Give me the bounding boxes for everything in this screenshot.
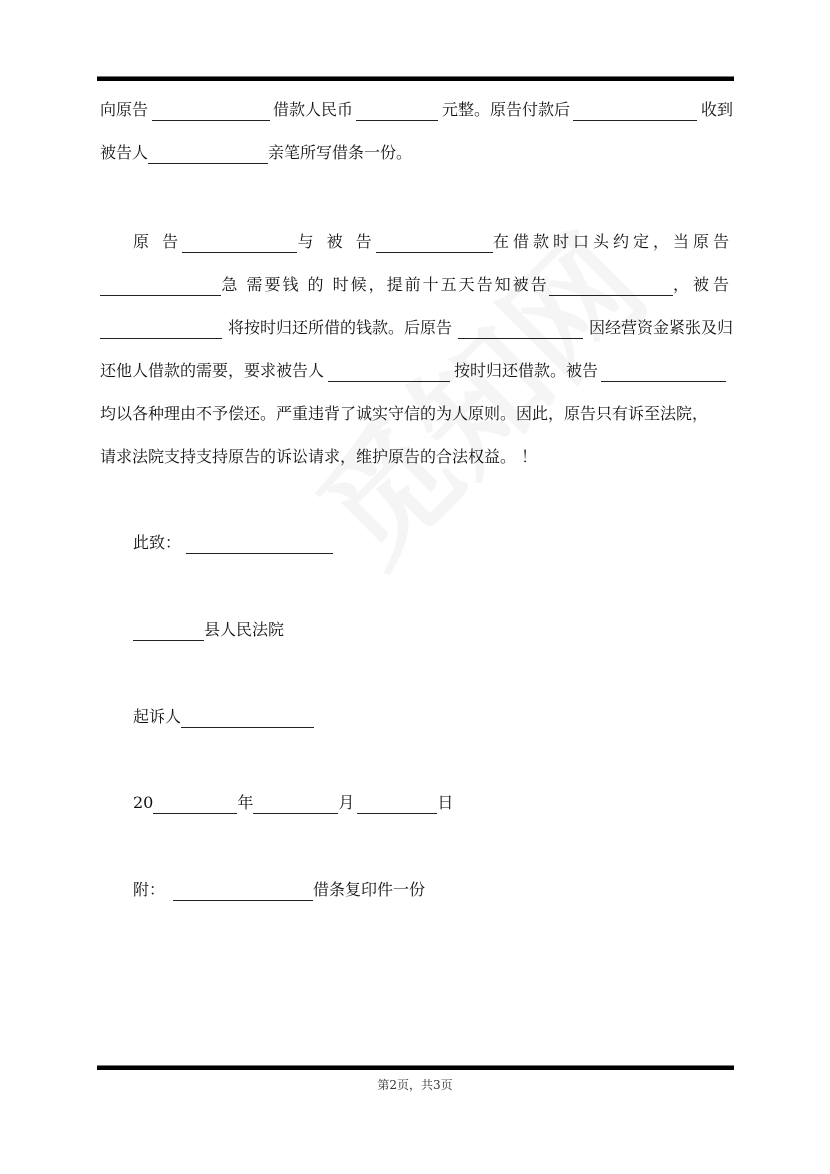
text: 被告人 bbox=[100, 143, 149, 162]
blank-field[interactable] bbox=[573, 102, 697, 121]
text: 因经营资金紧张及归 bbox=[588, 318, 733, 337]
text: 20 bbox=[133, 793, 154, 812]
blank-field[interactable] bbox=[328, 363, 450, 382]
para2-line1 bbox=[133, 231, 733, 253]
para2-line4 bbox=[100, 360, 726, 382]
text: 还他人借款的需要，要求被告人 bbox=[100, 361, 325, 380]
para2-line2 bbox=[100, 274, 733, 296]
text: 急 需要钱 的 时候，提前十五天告知被告 bbox=[221, 275, 549, 294]
blank-field[interactable] bbox=[186, 535, 333, 554]
text: 年 bbox=[237, 793, 254, 812]
text: 将按时归还所借的钱款。后原告 bbox=[227, 318, 452, 337]
text: 向原告 bbox=[100, 100, 149, 119]
blank-field[interactable] bbox=[100, 277, 221, 296]
date-line bbox=[133, 792, 453, 814]
text: 借条复印件一份 bbox=[313, 880, 426, 899]
header-rule bbox=[97, 76, 734, 81]
text: 县人民法院 bbox=[204, 620, 285, 639]
text: 亲笔所写借条一份。 bbox=[268, 143, 413, 162]
para2-line5: 均以各种理由不予偿还。严重违背了诚实守信的为人原则。因此，原告只有诉至法院， bbox=[100, 404, 709, 423]
blank-field[interactable] bbox=[549, 277, 673, 296]
text: 原 告 bbox=[133, 232, 183, 251]
para2-line6: 请求法院支持支持原告的诉讼请求，维护原告的合法权益。 ！ bbox=[100, 447, 538, 466]
text: 与 被 告 bbox=[297, 232, 376, 251]
text: 按时归还借款。被告 bbox=[454, 361, 599, 380]
text: 附： bbox=[133, 880, 166, 899]
blank-field[interactable] bbox=[153, 795, 237, 814]
plaintiff-line bbox=[133, 706, 314, 728]
blank-field[interactable] bbox=[181, 709, 314, 728]
para1-line2 bbox=[100, 142, 412, 164]
blank-field[interactable] bbox=[152, 102, 270, 121]
attachment-line bbox=[133, 879, 425, 901]
blank-field[interactable] bbox=[148, 145, 268, 164]
text: 借款人民币 bbox=[272, 100, 353, 119]
blank-field[interactable] bbox=[376, 234, 493, 253]
blank-field[interactable] bbox=[356, 102, 438, 121]
blank-field[interactable] bbox=[458, 320, 583, 339]
text: 收到 bbox=[700, 100, 733, 119]
blank-field[interactable] bbox=[357, 795, 437, 814]
page-number: 第2页，共3页 bbox=[377, 1078, 453, 1092]
text: 日 bbox=[437, 793, 454, 812]
blank-field[interactable] bbox=[133, 622, 204, 641]
text: 此致： bbox=[133, 533, 182, 552]
text: 在借款时口头约定，当原告 bbox=[492, 232, 733, 251]
blank-field[interactable] bbox=[100, 320, 222, 339]
blank-field[interactable] bbox=[182, 234, 297, 253]
text: 元整。原告付款后 bbox=[441, 100, 570, 119]
text: 月 bbox=[338, 793, 355, 812]
para2-line3 bbox=[100, 317, 733, 339]
text: ，被告 bbox=[672, 275, 733, 294]
para1-line1 bbox=[100, 99, 733, 121]
blank-field[interactable] bbox=[253, 795, 338, 814]
footer-rule bbox=[97, 1065, 734, 1070]
text: 起诉人 bbox=[133, 707, 182, 726]
salutation bbox=[133, 532, 333, 554]
blank-field[interactable] bbox=[601, 363, 726, 382]
blank-field[interactable] bbox=[173, 882, 313, 901]
court-line bbox=[133, 619, 284, 641]
